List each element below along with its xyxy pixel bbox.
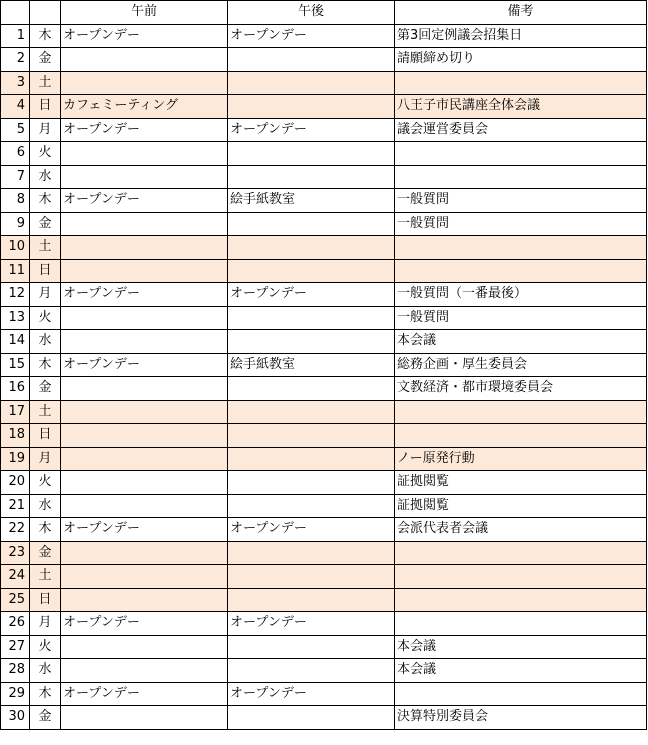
table-row — [1, 306, 647, 330]
weekday-cell[interactable]: 金 — [30, 377, 61, 401]
am-cell[interactable] — [61, 588, 228, 612]
weekday-cell[interactable]: 日 — [30, 424, 61, 448]
am-cell[interactable] — [61, 659, 228, 683]
am-cell[interactable]: オープンデー — [61, 682, 228, 706]
am-cell[interactable] — [61, 306, 228, 330]
am-cell[interactable]: オープンデー — [61, 118, 228, 142]
note-cell[interactable] — [395, 424, 647, 448]
weekday-cell[interactable]: 土 — [30, 400, 61, 424]
note-cell[interactable]: 会派代表者会議 — [395, 518, 647, 542]
weekday-cell[interactable]: 土 — [30, 71, 61, 95]
note-cell[interactable]: 一般質問 — [395, 306, 647, 330]
day-cell[interactable]: 17 — [1, 400, 30, 424]
weekday-cell[interactable]: 火 — [30, 635, 61, 659]
note-cell[interactable]: 本会議 — [395, 330, 647, 354]
am-cell[interactable] — [61, 142, 228, 166]
note-cell[interactable]: 文教経済・都市環境委員会 — [395, 377, 647, 401]
weekday-cell[interactable]: 水 — [30, 165, 61, 189]
table-row — [1, 400, 647, 424]
weekday-cell[interactable]: 木 — [30, 189, 61, 213]
day-cell[interactable]: 14 — [1, 330, 30, 354]
day-cell[interactable]: 28 — [1, 659, 30, 683]
pm-cell[interactable] — [228, 565, 395, 589]
weekday-cell[interactable]: 水 — [30, 659, 61, 683]
pm-cell[interactable] — [228, 142, 395, 166]
am-cell[interactable]: オープンデー — [61, 189, 228, 213]
weekday-cell[interactable]: 日 — [30, 95, 61, 119]
am-cell[interactable]: オープンデー — [61, 518, 228, 542]
weekday-cell[interactable]: 木 — [30, 518, 61, 542]
weekday-cell[interactable]: 火 — [30, 471, 61, 495]
header-dow — [30, 1, 61, 25]
table-row — [1, 612, 647, 636]
pm-cell[interactable] — [228, 48, 395, 72]
am-cell[interactable] — [61, 471, 228, 495]
weekday-cell[interactable]: 月 — [30, 283, 61, 307]
am-cell[interactable]: オープンデー — [61, 353, 228, 377]
pm-cell[interactable] — [228, 236, 395, 260]
pm-cell[interactable]: オープンデー — [228, 612, 395, 636]
weekday-cell[interactable]: 木 — [30, 24, 61, 48]
note-cell[interactable] — [395, 71, 647, 95]
weekday-cell[interactable]: 木 — [30, 353, 61, 377]
header-day — [1, 1, 30, 25]
table-row — [1, 659, 647, 683]
weekday-cell[interactable]: 木 — [30, 682, 61, 706]
note-cell[interactable] — [395, 142, 647, 166]
schedule-body — [1, 24, 647, 729]
table-row — [1, 541, 647, 565]
header-row — [1, 1, 647, 25]
am-cell[interactable] — [61, 259, 228, 283]
weekday-cell[interactable]: 月 — [30, 447, 61, 471]
day-cell[interactable]: 6 — [1, 142, 30, 166]
day-cell[interactable]: 9 — [1, 212, 30, 236]
day-cell[interactable]: 23 — [1, 541, 30, 565]
am-cell[interactable] — [61, 706, 228, 730]
day-cell[interactable]: 22 — [1, 518, 30, 542]
pm-cell[interactable] — [228, 400, 395, 424]
weekday-cell[interactable]: 金 — [30, 541, 61, 565]
am-cell[interactable] — [61, 400, 228, 424]
table-row — [1, 447, 647, 471]
pm-cell[interactable]: オープンデー — [228, 518, 395, 542]
pm-cell[interactable] — [228, 212, 395, 236]
weekday-cell[interactable]: 火 — [30, 306, 61, 330]
day-cell[interactable]: 26 — [1, 612, 30, 636]
am-cell[interactable]: オープンデー — [61, 612, 228, 636]
note-cell[interactable] — [395, 682, 647, 706]
weekday-cell[interactable]: 日 — [30, 259, 61, 283]
header-am: 午前 — [61, 1, 228, 25]
weekday-cell[interactable]: 火 — [30, 142, 61, 166]
table-row — [1, 71, 647, 95]
day-cell[interactable]: 4 — [1, 95, 30, 119]
pm-cell[interactable] — [228, 377, 395, 401]
day-cell[interactable]: 24 — [1, 565, 30, 589]
am-cell[interactable]: オープンデー — [61, 24, 228, 48]
note-cell[interactable]: 一般質問 — [395, 189, 647, 213]
note-cell[interactable] — [395, 541, 647, 565]
header-pm: 午後 — [228, 1, 395, 25]
am-cell[interactable] — [61, 212, 228, 236]
weekday-cell[interactable]: 金 — [30, 212, 61, 236]
day-cell[interactable]: 8 — [1, 189, 30, 213]
table-row — [1, 471, 647, 495]
note-cell[interactable]: 証拠閲覧 — [395, 494, 647, 518]
pm-cell[interactable] — [228, 635, 395, 659]
day-cell[interactable]: 27 — [1, 635, 30, 659]
note-cell[interactable] — [395, 612, 647, 636]
weekday-cell[interactable]: 金 — [30, 706, 61, 730]
day-cell[interactable]: 21 — [1, 494, 30, 518]
table-row — [1, 635, 647, 659]
day-cell[interactable]: 20 — [1, 471, 30, 495]
weekday-cell[interactable]: 土 — [30, 565, 61, 589]
weekday-cell[interactable]: 月 — [30, 118, 61, 142]
weekday-cell[interactable]: 水 — [30, 330, 61, 354]
day-cell[interactable]: 12 — [1, 283, 30, 307]
note-cell[interactable] — [395, 259, 647, 283]
day-cell[interactable]: 29 — [1, 682, 30, 706]
pm-cell[interactable] — [228, 424, 395, 448]
table-row — [1, 706, 647, 730]
pm-cell[interactable] — [228, 447, 395, 471]
day-cell[interactable]: 15 — [1, 353, 30, 377]
table-row — [1, 24, 647, 48]
am-cell[interactable] — [61, 447, 228, 471]
note-cell[interactable] — [395, 400, 647, 424]
am-cell[interactable] — [61, 424, 228, 448]
table-row — [1, 424, 647, 448]
pm-cell[interactable]: オープンデー — [228, 24, 395, 48]
pm-cell[interactable] — [228, 659, 395, 683]
day-cell[interactable]: 1 — [1, 24, 30, 48]
weekday-cell[interactable]: 土 — [30, 236, 61, 260]
note-cell[interactable]: 本会議 — [395, 659, 647, 683]
day-cell[interactable]: 16 — [1, 377, 30, 401]
weekday-cell[interactable]: 金 — [30, 48, 61, 72]
pm-cell[interactable]: オープンデー — [228, 118, 395, 142]
note-cell[interactable] — [395, 236, 647, 260]
day-cell[interactable]: 2 — [1, 48, 30, 72]
table-row — [1, 259, 647, 283]
note-cell[interactable]: 第3回定例議会招集日 — [395, 24, 647, 48]
pm-cell[interactable] — [228, 588, 395, 612]
am-cell[interactable] — [61, 71, 228, 95]
pm-cell[interactable] — [228, 95, 395, 119]
note-cell[interactable] — [395, 565, 647, 589]
day-cell[interactable]: 5 — [1, 118, 30, 142]
table-row — [1, 165, 647, 189]
pm-cell[interactable] — [228, 494, 395, 518]
day-cell[interactable]: 19 — [1, 447, 30, 471]
note-cell[interactable]: 議会運営委員会 — [395, 118, 647, 142]
table-row — [1, 212, 647, 236]
pm-cell[interactable] — [228, 706, 395, 730]
note-cell[interactable] — [395, 588, 647, 612]
table-row — [1, 377, 647, 401]
am-cell[interactable] — [61, 48, 228, 72]
am-cell[interactable]: カフェミーティング — [61, 95, 228, 119]
note-cell[interactable]: 証拠閲覧 — [395, 471, 647, 495]
day-cell[interactable]: 30 — [1, 706, 30, 730]
table-row — [1, 48, 647, 72]
note-cell[interactable]: 請願締め切り — [395, 48, 647, 72]
pm-cell[interactable] — [228, 165, 395, 189]
pm-cell[interactable]: 絵手紙教室 — [228, 189, 395, 213]
pm-cell[interactable] — [228, 71, 395, 95]
table-row — [1, 682, 647, 706]
pm-cell[interactable] — [228, 330, 395, 354]
am-cell[interactable] — [61, 635, 228, 659]
am-cell[interactable] — [61, 565, 228, 589]
pm-cell[interactable] — [228, 541, 395, 565]
day-cell[interactable]: 7 — [1, 165, 30, 189]
pm-cell[interactable] — [228, 306, 395, 330]
table-row — [1, 95, 647, 119]
note-cell[interactable]: 総務企画・厚生委員会 — [395, 353, 647, 377]
note-cell[interactable]: 一般質問 — [395, 212, 647, 236]
table-row — [1, 565, 647, 589]
day-cell[interactable]: 25 — [1, 588, 30, 612]
note-cell[interactable]: 一般質問（一番最後） — [395, 283, 647, 307]
note-cell[interactable] — [395, 165, 647, 189]
pm-cell[interactable]: 絵手紙教室 — [228, 353, 395, 377]
table-row — [1, 236, 647, 260]
note-cell[interactable]: 本会議 — [395, 635, 647, 659]
day-cell[interactable]: 13 — [1, 306, 30, 330]
header-note: 備考 — [395, 1, 647, 25]
weekday-cell[interactable]: 月 — [30, 612, 61, 636]
note-cell[interactable]: 決算特別委員会 — [395, 706, 647, 730]
am-cell[interactable] — [61, 494, 228, 518]
day-cell[interactable]: 3 — [1, 71, 30, 95]
table-row — [1, 142, 647, 166]
am-cell[interactable] — [61, 377, 228, 401]
table-row — [1, 283, 647, 307]
table-row — [1, 518, 647, 542]
table-row — [1, 494, 647, 518]
note-cell[interactable]: 八王子市民講座全体会議 — [395, 95, 647, 119]
day-cell[interactable]: 18 — [1, 424, 30, 448]
table-row — [1, 588, 647, 612]
day-cell[interactable]: 11 — [1, 259, 30, 283]
am-cell[interactable] — [61, 165, 228, 189]
am-cell[interactable] — [61, 541, 228, 565]
table-row — [1, 353, 647, 377]
pm-cell[interactable] — [228, 259, 395, 283]
pm-cell[interactable]: オープンデー — [228, 682, 395, 706]
am-cell[interactable] — [61, 330, 228, 354]
day-cell[interactable]: 10 — [1, 236, 30, 260]
pm-cell[interactable] — [228, 471, 395, 495]
table-row — [1, 330, 647, 354]
am-cell[interactable]: オープンデー — [61, 283, 228, 307]
note-cell[interactable]: ノー原発行動 — [395, 447, 647, 471]
table-row — [1, 118, 647, 142]
weekday-cell[interactable]: 日 — [30, 588, 61, 612]
pm-cell[interactable]: オープンデー — [228, 283, 395, 307]
weekday-cell[interactable]: 水 — [30, 494, 61, 518]
table-row — [1, 189, 647, 213]
am-cell[interactable] — [61, 236, 228, 260]
